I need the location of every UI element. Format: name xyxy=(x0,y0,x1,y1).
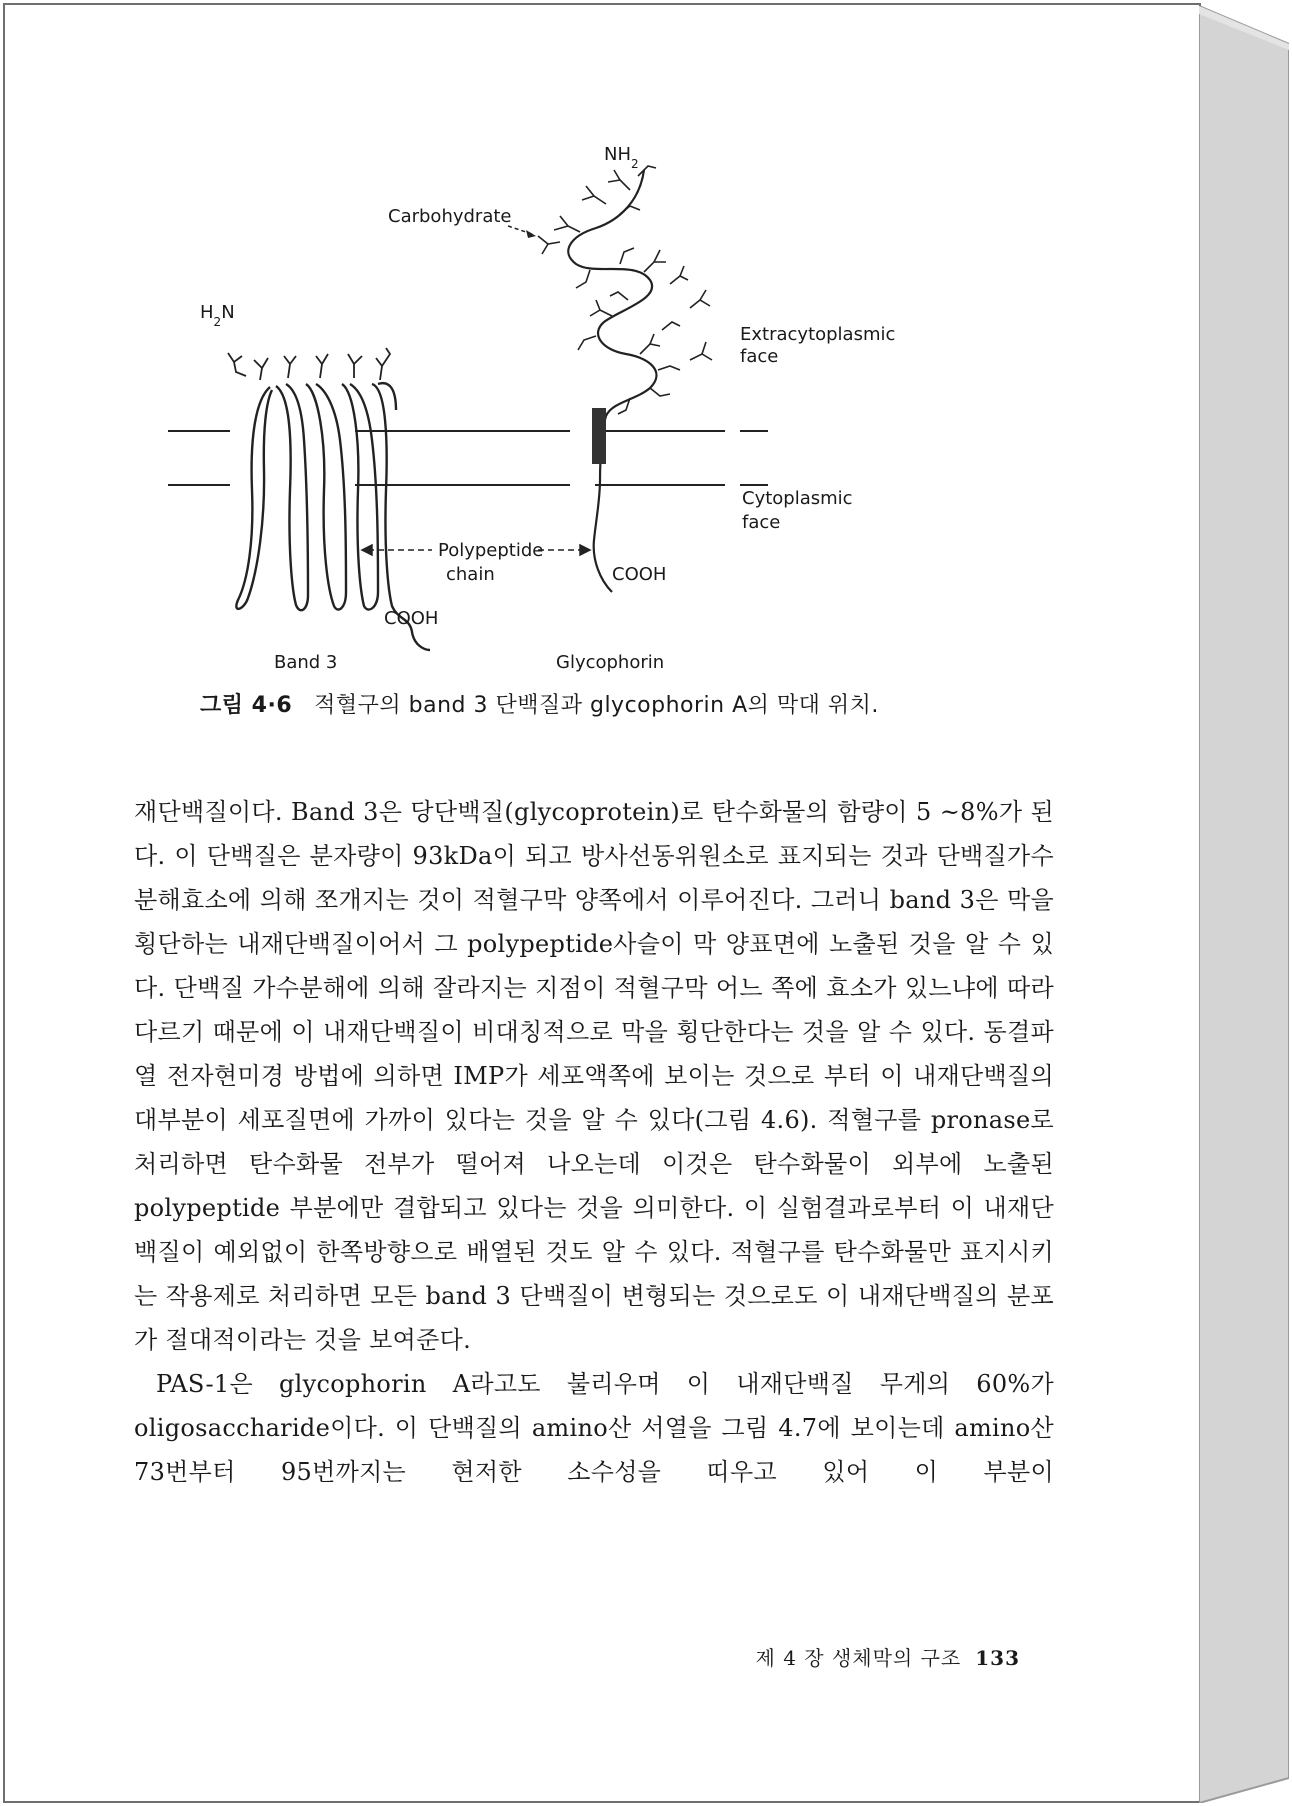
cytoplasmic-label-1: Cytoplasmic xyxy=(742,488,853,509)
page-number: 133 xyxy=(975,1646,1020,1670)
paragraph-2: PAS-1은 glycophorin A라고도 불리우며 이 내재단백질 무게의 60%가 oligosaccharide이다. 이 단백질의 amino산 서열을 그림 4.7에 보이는데 amino산 73번부터 95번까지는 현저한 소수성을 띠우고 있어 이 부분이 xyxy=(134,1370,1054,1486)
polypeptide-label-2: chain xyxy=(446,564,495,585)
glycophorin-label: Glycophorin xyxy=(556,652,665,673)
chapter-title: 제 4 장 생체막의 구조 xyxy=(755,1646,962,1670)
page-footer xyxy=(730,1642,1020,1671)
band3-branches xyxy=(228,348,390,380)
glycophorin-branches xyxy=(538,166,712,414)
polypeptide-label-1: Polypeptide xyxy=(438,540,544,561)
caption-number: 그림 4·6 xyxy=(200,693,293,718)
cytoplasmic-label-2: face xyxy=(742,512,781,533)
membrane-diagram xyxy=(150,140,1050,680)
caption-text: 적혈구의 band 3 단백질과 glycophorin A의 막대 위치. xyxy=(314,693,879,718)
figure-4-6 xyxy=(150,140,1050,680)
nh2-label: $NH_2$ xyxy=(604,144,639,171)
carbohydrate-label: Carbohydrate xyxy=(388,206,512,227)
glycophorin-protein xyxy=(568,170,656,592)
cooh-glycophorin-label: COOH xyxy=(612,564,667,585)
membrane-lines xyxy=(168,431,768,485)
cooh-band3-label: COOH xyxy=(384,608,439,629)
body-text xyxy=(134,790,1054,1494)
book-page-edge xyxy=(1199,6,1289,1803)
glycophorin-transmembrane xyxy=(592,408,606,464)
extracytoplasmic-label-2: face xyxy=(740,346,779,367)
band3-label: Band 3 xyxy=(274,652,338,673)
paragraph-1: 재단백질이다. Band 3은 당단백질(glycoprotein)로 탄수화물의 함량이 5 ~8%가 된다. 이 단백질은 분자량이 93kDa이 되고 방사선동위원소로 표지되는 것과 단백질가수분해효소에 의해 쪼개지는 것이 적혈구막 양쪽에서 이루어진다. 그러니 band 3은 막을 횡단하는 내재단백질이어서 그 polypeptide사슬이 막 양표면에 노출된 것을 알 수 있다. 단백질 가수분해에 의해 잘라지는 지점이 적혈구막 어느 쪽에 효소가 있느냐에 따라 다르기 때문에 이 내재단백질이 비대칭적으로 막을 횡단한다는 것을 알 수 있다. 동결파열 전자현미경 방법에 의하면 IMP가 세포액쪽에 보이는 것으로 부터 이 내재단백질의 대부분이 세포질면에 가까이 있다는 것을 알 수 있다(그림 4.6). 적혈구를 pronase로 처리하면 탄수화물 전부가 떨어져 나오는데 이것은 탄수화물이 외부에 노출된 polypeptide 부분에만 결합되고 있다는 것을 의미한다. 이 실험결과로부터 이 내재단백질이 예외없이 한쪽방향으로 배열된 것도 알 수 있다. 적혈구를 탄수화물만 표지시키는 작용제로 처리하면 모든 band 3 단백질이 변형되는 것으로도 이 내재단백질의 분포가 절대적이라는 것을 보여준다. xyxy=(134,798,1054,1354)
figure-caption xyxy=(200,688,1020,719)
h2n-label: $H_2N$ xyxy=(200,302,235,329)
extracytoplasmic-label-1: Extracytoplasmic xyxy=(740,324,896,345)
